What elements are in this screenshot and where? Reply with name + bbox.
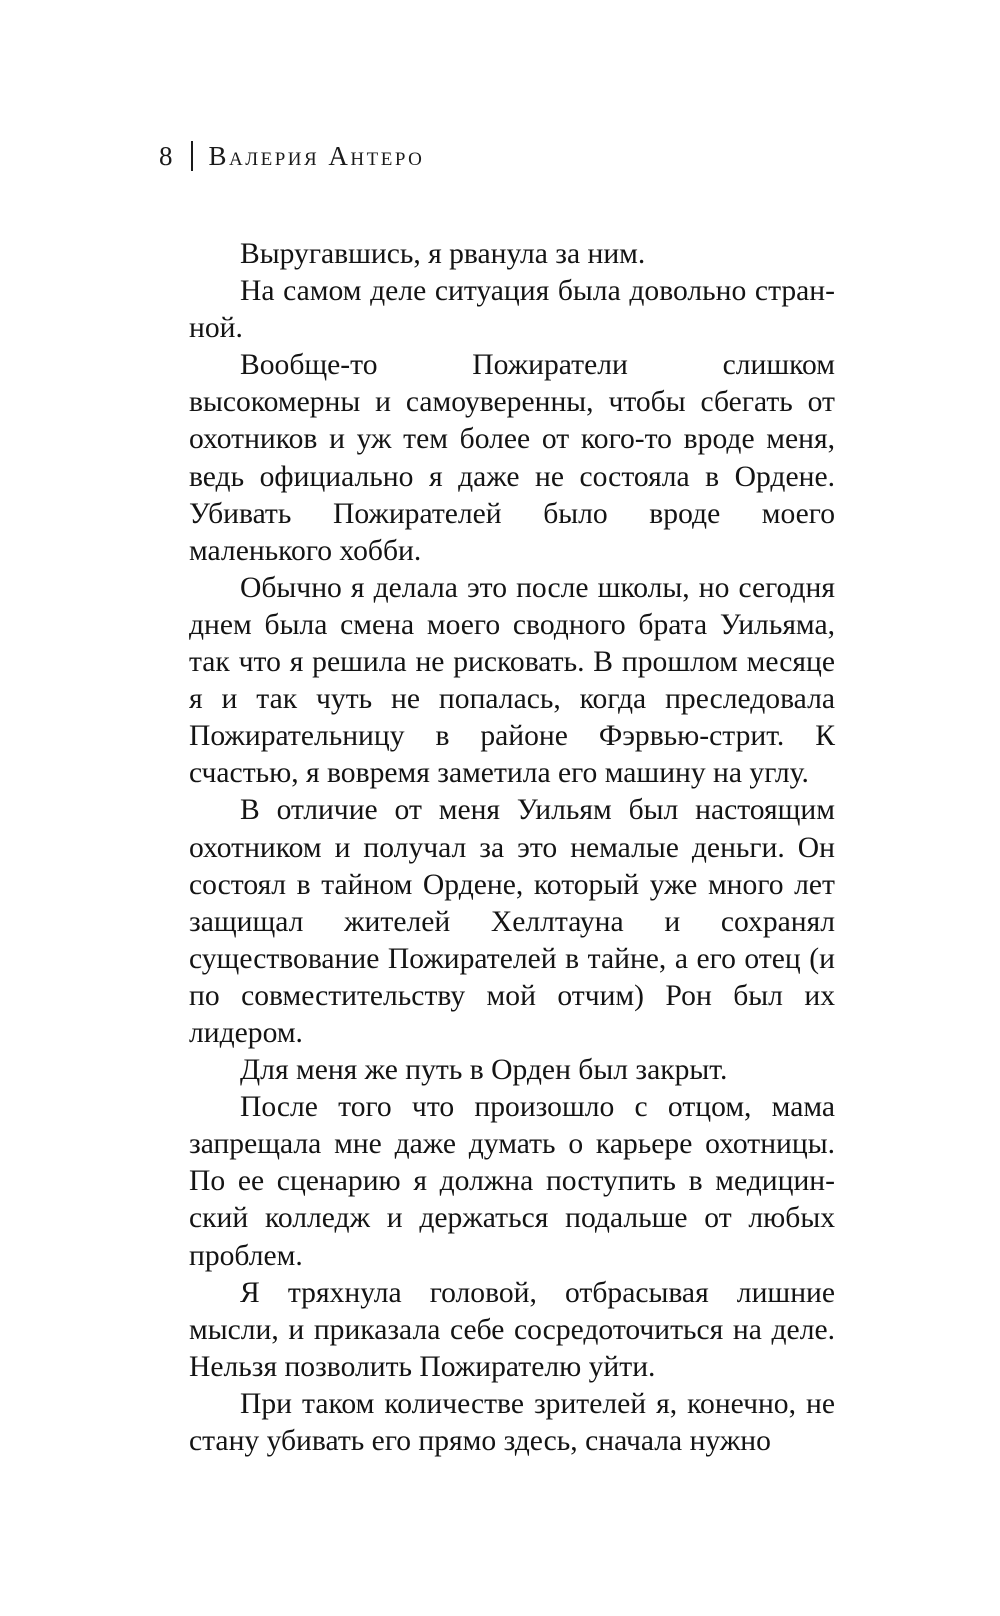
paragraph: В отличие от меня Уильям был настоящим охотником и получал за это немалые деньги. Он состоял в тайном Ордене, который уже много лет защищал жителей Хеллтауна и сохранял существование Пожирателей в тайне, а его отец (и по совместительству мой отчим) Рон был их лидером. (189, 794, 835, 1049)
paragraph: Обычно я делала это после школы, но сегодня днем была смена моего сводного брата Уильяма, так что я решила не рисковать. В прошлом месяце я и так чуть не попалась, когда преследовала Пожирательницу в районе Фэрвью-стрит. К счастью, я вовремя заметила его машину на углу. (189, 571, 835, 790)
page-number: 8 (159, 140, 173, 171)
body-text (189, 236, 835, 1460)
paragraph: Вообще-то Пожиратели слишком высокомерны и самоуверенны, чтобы сбегать от охотников и уж тем более от кого-то вроде меня, ведь официально я даже не состояла в Ордене. Убивать Пожирателей было вроде моего маленького хобби. (189, 349, 835, 567)
running-head (159, 136, 424, 176)
paragraph: При таком количестве зрителей я, конечно, не стану убивать его прямо здесь, сначала нужно (189, 1387, 835, 1457)
paragraph: Выругавшись, я рванула за ним. (240, 238, 646, 270)
paragraph: На самом деле ситуация была довольно странной. (189, 275, 835, 345)
author-name: Валерия Антеро (208, 140, 425, 171)
header-separator (191, 141, 193, 171)
paragraph: Для меня же путь в Орден был закрыт. (240, 1054, 728, 1087)
paragraph: После того что произошло с отцом, мама запрещала мне даже думать о карьере охотницы. По ее сценарию я должна поступить в медицинский колледж и держаться подальше от любых проблем. (189, 1091, 835, 1272)
paragraph: Я тряхнула головой, отбрасывая лишние мысли, и приказала себе сосредоточиться на деле. Нельзя позволить Пожирателю уйти. (189, 1276, 835, 1383)
